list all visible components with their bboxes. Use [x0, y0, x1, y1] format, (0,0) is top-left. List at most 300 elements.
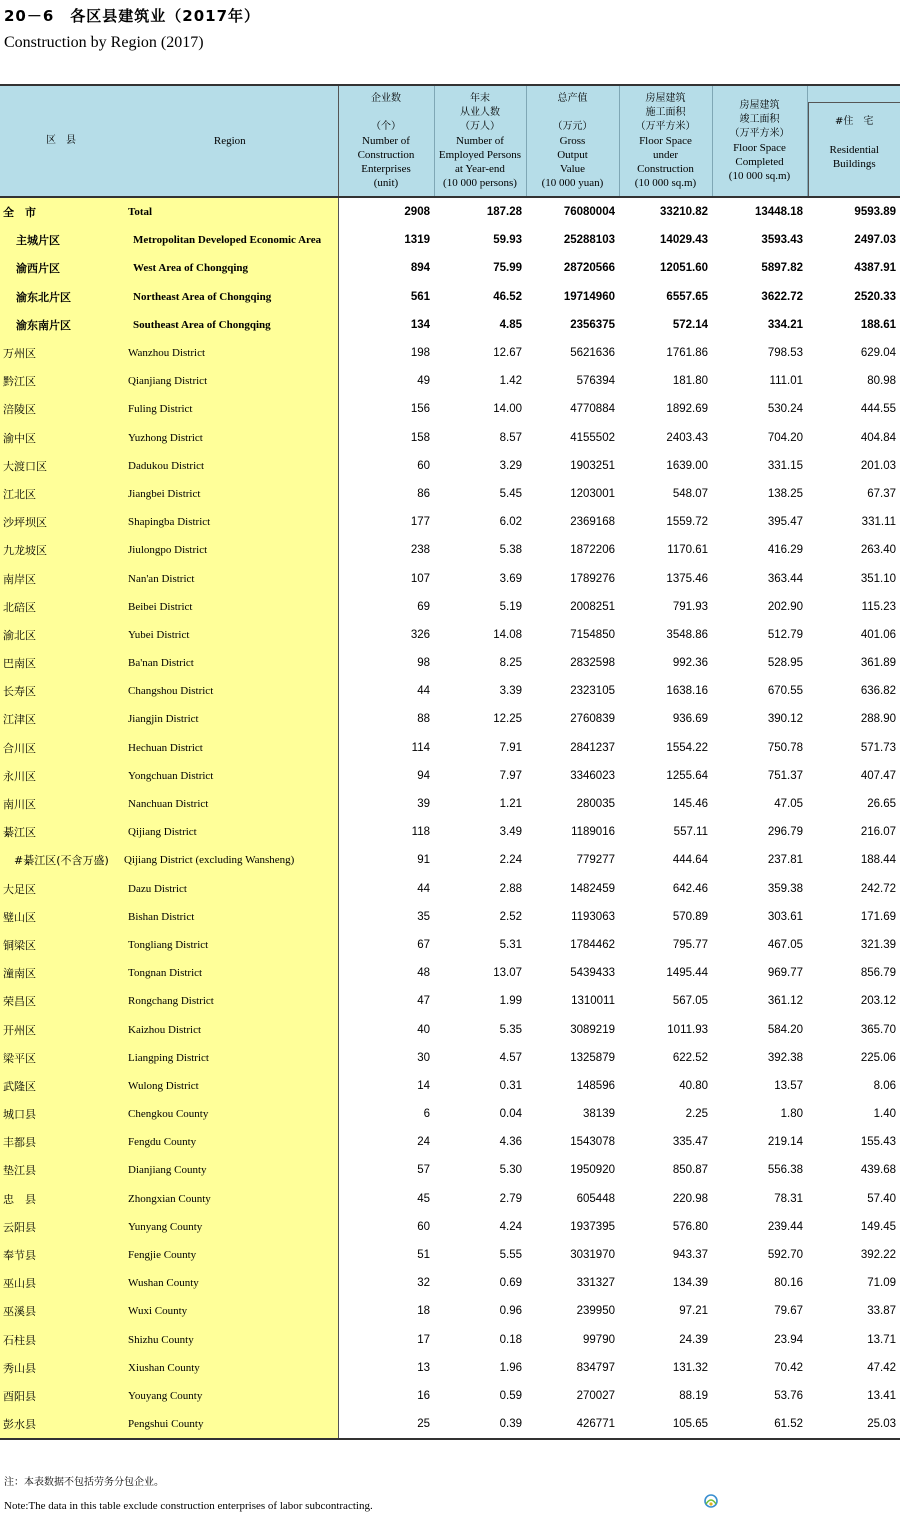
value-cell: 303.61 [767, 910, 803, 923]
value-cell: 70.42 [774, 1361, 803, 1374]
value-cell: 1203001 [570, 487, 615, 500]
table-row [0, 875, 900, 903]
value-cell: 99790 [583, 1333, 615, 1346]
value-cell: 3.49 [499, 826, 522, 839]
value-cell: 91 [417, 854, 430, 867]
value-cell: 943.37 [672, 1249, 708, 1262]
value-cell: 239950 [576, 1305, 615, 1318]
table-row [0, 1410, 900, 1439]
table-row [0, 395, 900, 423]
region-name-en: Northeast Area of Chongqing [122, 283, 338, 311]
value-cell: 4.24 [499, 1220, 522, 1233]
region-name-en: Qijiang District [122, 818, 338, 846]
region-name-en: Fengjie County [122, 1241, 338, 1269]
value-cell: 1011.93 [667, 1023, 708, 1036]
value-cell: 969.77 [767, 967, 803, 980]
value-cell: 7154850 [570, 628, 615, 641]
value-cell: 14.00 [493, 403, 522, 416]
value-cell: 40 [417, 1023, 430, 1036]
value-cell: 392.22 [860, 1249, 896, 1262]
value-cell: 38139 [583, 1108, 615, 1121]
region-name-cn: 万州区 [0, 339, 122, 367]
region-name-cn: 永川区 [0, 762, 122, 790]
value-cell: 390.12 [767, 713, 803, 726]
value-cell: 5.55 [499, 1249, 522, 1262]
value-cell: 13448.18 [755, 206, 803, 219]
region-name-cn: 南川区 [0, 790, 122, 818]
value-cell: 288.90 [860, 713, 896, 726]
value-cell: 71.09 [867, 1277, 896, 1290]
value-cell: 138.25 [767, 487, 803, 500]
value-cell: 528.95 [767, 657, 803, 670]
value-cell: 779277 [576, 854, 615, 867]
value-cell: 636.82 [860, 685, 896, 698]
value-cell: 48 [417, 967, 430, 980]
value-cell: 198 [410, 347, 430, 360]
region-name-cn: 潼南区 [0, 959, 122, 987]
value-cell: 59.93 [493, 234, 522, 247]
region-name-cn: 忠 县 [0, 1185, 122, 1213]
region-name-cn: 奉节县 [0, 1241, 122, 1269]
value-cell: 4.57 [499, 1051, 522, 1064]
region-name-en: Yunyang County [122, 1213, 338, 1241]
region-name-cn: 沙坪坝区 [0, 508, 122, 536]
value-cell: 78.31 [774, 1192, 803, 1205]
value-cell: 331.11 [861, 516, 896, 529]
value-cell: 5897.82 [761, 262, 803, 275]
value-cell: 0.59 [499, 1389, 522, 1402]
region-name-en: Pengshui County [122, 1410, 338, 1439]
table-row [0, 818, 900, 846]
region-name-en: Fengdu County [122, 1128, 338, 1156]
value-cell: 75.99 [493, 262, 522, 275]
value-cell: 2520.33 [854, 290, 896, 303]
table-row [0, 197, 900, 226]
value-cell: 188.44 [860, 854, 896, 867]
value-cell: 3.29 [499, 459, 522, 472]
table-row [0, 649, 900, 677]
value-cell: 2760839 [570, 713, 615, 726]
column-header: 年末 从业人数 （万人） Number of Employed Persons at Year-end (10 000 persons) [434, 85, 526, 197]
value-cell: 1189016 [571, 826, 615, 839]
region-name-cn: 渝东南片区 [0, 311, 122, 339]
value-cell: 35 [417, 910, 430, 923]
region-name-en: Hechuan District [122, 734, 338, 762]
table-row [0, 762, 900, 790]
value-cell: 13.71 [867, 1333, 896, 1346]
value-cell: 571.73 [860, 741, 896, 754]
value-cell: 936.69 [672, 713, 708, 726]
table-row [0, 564, 900, 592]
value-cell: 3.39 [499, 685, 522, 698]
region-name-en: Wulong District [122, 1072, 338, 1100]
value-cell: 750.78 [767, 741, 803, 754]
table-row [0, 1241, 900, 1269]
value-cell: 3593.43 [761, 234, 803, 247]
value-cell: 134.39 [672, 1277, 708, 1290]
value-cell: 894 [410, 262, 430, 275]
value-cell: 605448 [576, 1192, 615, 1205]
value-cell: 47.42 [867, 1361, 896, 1374]
value-cell: 2841237 [570, 741, 615, 754]
region-name-cn: 江津区 [0, 705, 122, 733]
table-row [0, 226, 900, 254]
value-cell: 392.38 [767, 1051, 803, 1064]
region-name-en: Changshou District [122, 677, 338, 705]
value-cell: 557.11 [673, 826, 708, 839]
value-cell: 1639.00 [666, 459, 708, 472]
region-name-en: Dianjiang County [122, 1156, 338, 1184]
publisher-logo-icon [702, 1492, 720, 1510]
column-header-residential: #住 宅 Residential Buildings [807, 85, 900, 197]
value-cell: 321.39 [860, 938, 896, 951]
region-name-en: Jiangbei District [122, 480, 338, 508]
value-cell: 105.65 [619, 1410, 712, 1439]
value-cell: 351.10 [860, 572, 896, 585]
value-cell: 0.18 [499, 1333, 522, 1346]
value-cell: 239.44 [767, 1220, 803, 1233]
value-cell: 856.79 [860, 967, 896, 980]
table-row [0, 1044, 900, 1072]
region-name-cn: 开州区 [0, 1015, 122, 1043]
value-cell: 12051.60 [660, 262, 708, 275]
value-cell: 263.40 [860, 544, 896, 557]
value-cell: 2.52 [499, 910, 522, 923]
value-cell: 14029.43 [660, 234, 708, 247]
value-cell: 0.39 [434, 1410, 526, 1439]
value-cell: 18 [417, 1305, 430, 1318]
page-title-cn: 20－6 各区县建筑业（2017年） [4, 7, 261, 25]
value-cell: 7.91 [499, 741, 522, 754]
value-cell: 1170.61 [667, 544, 708, 557]
table-row [0, 1269, 900, 1297]
region-name-cn: 巫溪县 [0, 1297, 122, 1325]
value-cell: 2008251 [570, 600, 615, 613]
region-en-header: Region [122, 85, 338, 197]
value-cell: 331.15 [767, 459, 803, 472]
table-row [0, 734, 900, 762]
region-name-cn: 大渡口区 [0, 452, 122, 480]
value-cell: 88 [417, 713, 430, 726]
value-cell: 1495.44 [666, 967, 708, 980]
region-name-en: Ba'nan District [122, 649, 338, 677]
table-row [0, 1382, 900, 1410]
value-cell: 359.38 [767, 882, 803, 895]
value-cell: 2.25 [685, 1108, 708, 1121]
value-cell: 30 [417, 1051, 430, 1064]
value-cell: 118 [411, 826, 430, 839]
value-cell: 2403.43 [666, 431, 708, 444]
value-cell: 188.61 [860, 318, 896, 331]
page-title-en: Construction by Region (2017) [4, 34, 204, 51]
value-cell: 40.80 [679, 1079, 708, 1092]
value-cell: 44 [417, 882, 430, 895]
value-cell: 5621636 [570, 347, 615, 360]
value-cell: 3622.72 [761, 290, 803, 303]
value-cell: 220.98 [672, 1192, 708, 1205]
value-cell: 44 [417, 685, 430, 698]
value-cell: 1.42 [499, 375, 522, 388]
value-cell: 1789276 [570, 572, 615, 585]
region-name-cn: 渝中区 [0, 424, 122, 452]
region-name-cn: 武隆区 [0, 1072, 122, 1100]
value-cell: 1872206 [570, 544, 615, 557]
value-cell: 1892.69 [666, 403, 708, 416]
value-cell: 181.80 [672, 375, 708, 388]
value-cell: 33.87 [867, 1305, 896, 1318]
value-cell: 242.72 [860, 882, 896, 895]
value-cell: 1950920 [570, 1164, 615, 1177]
region-name-cn: 江北区 [0, 480, 122, 508]
value-cell: 13.57 [774, 1079, 803, 1092]
region-name-cn: 荣昌区 [0, 987, 122, 1015]
value-cell: 1319 [404, 234, 430, 247]
value-cell: 49 [417, 375, 430, 388]
value-cell: 570.89 [672, 910, 708, 923]
value-cell: 28720566 [563, 262, 615, 275]
value-cell: 4155502 [570, 431, 615, 444]
value-cell: 14.08 [493, 628, 522, 641]
value-cell: 12.67 [493, 347, 522, 360]
value-cell: 60 [417, 459, 430, 472]
value-cell: 1554.22 [666, 741, 708, 754]
table-row [0, 311, 900, 339]
value-cell: 237.81 [767, 854, 803, 867]
value-cell: 25.03 [807, 1410, 900, 1439]
value-cell: 331327 [576, 1277, 615, 1290]
value-cell: 3089219 [570, 1023, 615, 1036]
region-name-en: Xiushan County [122, 1354, 338, 1382]
value-cell: 1310011 [571, 995, 615, 1008]
value-cell: 201.03 [860, 459, 896, 472]
value-cell: 1375.46 [666, 572, 708, 585]
table-row [0, 959, 900, 987]
table-row [0, 1297, 900, 1325]
table-row [0, 1213, 900, 1241]
value-cell: 791.93 [672, 600, 708, 613]
table-row [0, 536, 900, 564]
value-cell: 12.25 [493, 713, 522, 726]
value-cell: 203.12 [860, 995, 896, 1008]
region-name-cn: 云阳县 [0, 1213, 122, 1241]
value-cell: 467.05 [767, 938, 803, 951]
value-cell: 834797 [576, 1361, 615, 1374]
value-cell: 642.46 [672, 882, 708, 895]
value-cell: 8.57 [499, 431, 522, 444]
value-cell: 0.69 [499, 1277, 522, 1290]
value-cell: 576394 [576, 375, 615, 388]
region-name-en: Nan'an District [122, 564, 338, 592]
value-cell: 1325879 [570, 1051, 615, 1064]
value-cell: 0.96 [499, 1305, 522, 1318]
value-cell: 2497.03 [854, 234, 896, 247]
value-cell: 280035 [576, 798, 615, 811]
value-cell: 1482459 [570, 882, 615, 895]
value-cell: 407.47 [860, 769, 896, 782]
value-cell: 361.12 [767, 995, 803, 1008]
column-header: 房屋建筑 施工面积 （万平方米） Floor Space under Construction (10 000 sq.m) [619, 85, 712, 197]
value-cell: 2.88 [499, 882, 522, 895]
value-cell: 1.80 [780, 1108, 803, 1121]
value-cell: 156 [410, 403, 430, 416]
value-cell: 47 [417, 995, 430, 1008]
value-cell: 1543078 [570, 1136, 615, 1149]
table-row [0, 1100, 900, 1128]
value-cell: 401.06 [860, 628, 896, 641]
region-name-cn: 丰都县 [0, 1128, 122, 1156]
value-cell: 561 [410, 290, 430, 303]
value-cell: 395.47 [767, 516, 803, 529]
value-cell: 45 [417, 1192, 430, 1205]
value-cell: 19714960 [563, 290, 615, 303]
value-cell: 32 [417, 1277, 430, 1290]
value-cell: 439.68 [860, 1164, 896, 1177]
value-cell: 584.20 [767, 1023, 803, 1036]
value-cell: 592.70 [767, 1249, 803, 1262]
region-name-en: Beibei District [122, 593, 338, 621]
value-cell: 3.69 [499, 572, 522, 585]
value-cell: 23.94 [774, 1333, 803, 1346]
value-cell: 530.24 [767, 403, 803, 416]
region-name-en: Yuzhong District [122, 424, 338, 452]
table-row [0, 339, 900, 367]
region-name-cn: 铜梁区 [0, 931, 122, 959]
region-name-en: Total [122, 197, 338, 226]
value-cell: 17 [417, 1333, 430, 1346]
value-cell: 79.67 [774, 1305, 803, 1318]
region-name-cn: 酉阳县 [0, 1382, 122, 1410]
value-cell: 24.39 [679, 1333, 708, 1346]
region-name-cn: 秀山县 [0, 1354, 122, 1382]
value-cell: 67.37 [867, 487, 896, 500]
table-row [0, 593, 900, 621]
value-cell: 8.25 [499, 657, 522, 670]
region-name-en: West Area of Chongqing [122, 254, 338, 282]
region-name-en: Youyang County [122, 1382, 338, 1410]
region-cn-header: 区 县 [0, 85, 122, 197]
region-name-en: Yubei District [122, 621, 338, 649]
value-cell: 5439433 [570, 967, 615, 980]
value-cell: 5.38 [499, 544, 522, 557]
region-name-en: Wushan County [122, 1269, 338, 1297]
region-name-en: Wuxi County [122, 1297, 338, 1325]
region-name-cn: 黔江区 [0, 367, 122, 395]
value-cell: 6 [423, 1108, 430, 1121]
value-cell: 416.29 [767, 544, 803, 557]
value-cell: 3031970 [570, 1249, 615, 1262]
table-row [0, 903, 900, 931]
value-cell: 115.23 [861, 600, 896, 613]
value-cell: 335.47 [672, 1136, 708, 1149]
value-cell: 622.52 [672, 1051, 708, 1064]
value-cell: 202.90 [767, 600, 803, 613]
value-cell: 326 [410, 628, 430, 641]
value-cell: 13.41 [867, 1389, 896, 1402]
table-row [0, 367, 900, 395]
value-cell: 25288103 [563, 234, 615, 247]
value-cell: 1255.64 [666, 769, 708, 782]
value-cell: 361.89 [860, 657, 896, 670]
value-cell: 148596 [576, 1079, 615, 1092]
value-cell: 2356375 [570, 318, 615, 331]
construction-table [0, 84, 900, 1440]
value-cell: 512.79 [767, 628, 803, 641]
region-name-en: Bishan District [122, 903, 338, 931]
region-name-en: Rongchang District [122, 987, 338, 1015]
value-cell: 4387.91 [854, 262, 896, 275]
value-cell: 0.31 [499, 1079, 522, 1092]
value-cell: 2323105 [570, 685, 615, 698]
value-cell: 704.20 [767, 431, 803, 444]
region-name-cn: 大足区 [0, 875, 122, 903]
region-name-cn: 梁平区 [0, 1044, 122, 1072]
value-cell: 850.87 [672, 1164, 708, 1177]
value-cell: 2908 [404, 206, 430, 219]
column-header: 总产值 （万元） Gross Output Value (10 000 yuan) [526, 85, 619, 197]
value-cell: 572.14 [672, 318, 708, 331]
table-row [0, 452, 900, 480]
region-name-cn: 垫江县 [0, 1156, 122, 1184]
value-cell: 111.01 [769, 375, 803, 388]
region-name-en: Qianjiang District [122, 367, 338, 395]
region-name-cn: #綦江区(不含万盛) [0, 846, 122, 874]
value-cell: 444.64 [672, 854, 708, 867]
value-cell: 629.04 [860, 347, 896, 360]
table-row [0, 1072, 900, 1100]
value-cell: 26.65 [867, 798, 896, 811]
value-cell: 80.98 [867, 375, 896, 388]
value-cell: 114 [411, 741, 430, 754]
value-cell: 1761.86 [666, 347, 708, 360]
region-name-en: Jiulongpo District [122, 536, 338, 564]
value-cell: 992.36 [672, 657, 708, 670]
value-cell: 4770884 [570, 403, 615, 416]
table-row [0, 508, 900, 536]
table-row [0, 987, 900, 1015]
region-name-en: Dazu District [122, 875, 338, 903]
value-cell: 4.85 [499, 318, 522, 331]
value-cell: 16 [417, 1389, 430, 1402]
header-row [0, 85, 900, 197]
region-name-cn: 彭水县 [0, 1410, 122, 1439]
value-cell: 2369168 [570, 516, 615, 529]
value-cell: 444.55 [860, 403, 896, 416]
table-row [0, 677, 900, 705]
value-cell: 14 [417, 1079, 430, 1092]
region-name-cn: 渝东北片区 [0, 283, 122, 311]
region-name-en: Chengkou County [122, 1100, 338, 1128]
value-cell: 5.35 [499, 1023, 522, 1036]
value-cell: 548.07 [672, 487, 708, 500]
value-cell: 270027 [576, 1389, 615, 1402]
value-cell: 76080004 [563, 206, 615, 219]
value-cell: 98 [417, 657, 430, 670]
value-cell: 363.44 [767, 572, 803, 585]
region-name-en: Shapingba District [122, 508, 338, 536]
value-cell: 97.21 [679, 1305, 708, 1318]
value-cell: 61.52 [712, 1410, 807, 1439]
region-name-en: Metropolitan Developed Economic Area [122, 226, 338, 254]
value-cell: 53.76 [774, 1389, 803, 1402]
value-cell: 171.69 [860, 910, 896, 923]
table-row [0, 254, 900, 282]
value-cell: 1937395 [570, 1220, 615, 1233]
value-cell: 6.02 [499, 516, 522, 529]
value-cell: 39 [417, 798, 430, 811]
value-cell: 80.16 [774, 1277, 803, 1290]
value-cell: 567.05 [672, 995, 708, 1008]
value-cell: 225.06 [860, 1051, 896, 1064]
